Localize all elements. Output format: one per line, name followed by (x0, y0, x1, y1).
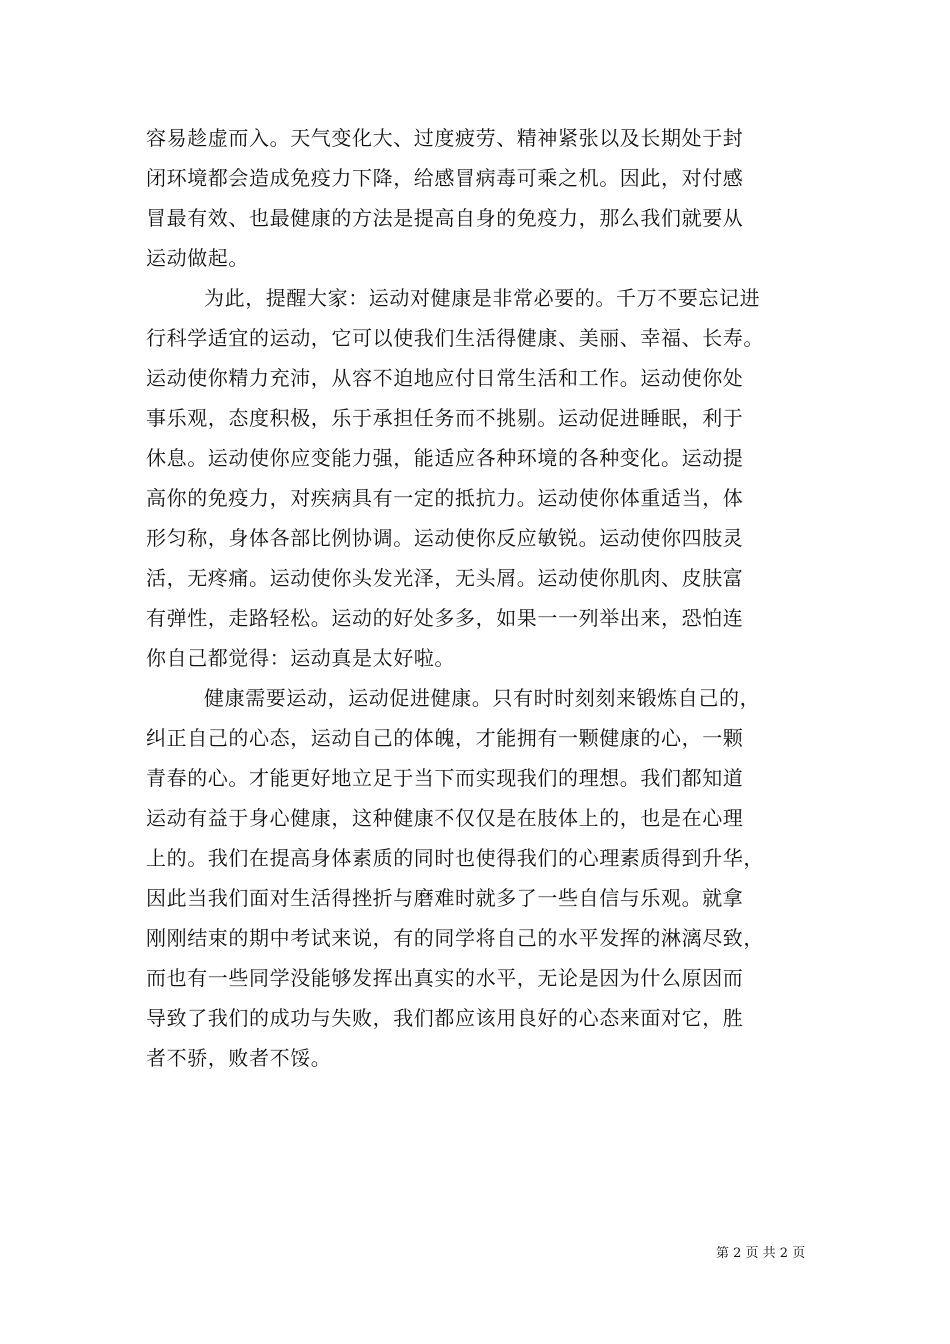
text-line: 高你的免疫力，对疾病具有一定的抵抗力。运动使你体重适当，体 (146, 486, 744, 510)
text-line: 上的。我们在提高身体素质的同时也使得我们的心理素质得到升华， (146, 846, 764, 870)
text-line: 事乐观，态度积极，乐于承担任务而不挑剔。运动促进睡眠，利于 (146, 406, 744, 430)
text-line: 健康需要运动，运动促进健康。只有时时刻刻来锻炼自己的， (204, 686, 761, 710)
paragraph-3 (146, 678, 814, 1078)
text-line: 者不骄，败者不馁。 (146, 1046, 332, 1070)
text-line: 运动做起。 (146, 246, 249, 270)
text-line: 导致了我们的成功与失败，我们都应该用良好的心态来面对它，胜 (146, 1006, 744, 1030)
text-line: 有弹性，走路轻松。运动的好处多多，如果一一列举出来，恐怕连 (146, 606, 744, 630)
text-line: 你自己都觉得：运动真是太好啦。 (146, 646, 455, 670)
paragraph-2 (146, 278, 814, 678)
text-line: 因此当我们面对生活得挫折与磨难时就多了一些自信与乐观。就拿 (146, 886, 744, 910)
text-line: 为此，提醒大家：运动对健康是非常必要的。千万不要忘记进 (204, 286, 761, 310)
text-line: 青春的心。才能更好地立足于当下而实现我们的理想。我们都知道 (146, 766, 744, 790)
text-line: 冒最有效、也最健康的方法是提高自身的免疫力，那么我们就要从 (146, 206, 744, 230)
text-line: 活，无疼痛。运动使你头发光泽，无头屑。运动使你肌肉、皮肤富 (146, 566, 744, 590)
text-line: 闭环境都会造成免疫力下降，给感冒病毒可乘之机。因此，对付感 (146, 166, 744, 190)
text-line: 刚刚结束的期中考试来说，有的同学将自己的水平发挥的淋漓尽致， (146, 926, 764, 950)
text-line: 运动有益于身心健康，这种健康不仅仅是在肢体上的，也是在心理 (146, 806, 744, 830)
text-line: 纠正自己的心态，运动自己的体魄，才能拥有一颗健康的心，一颗 (146, 726, 744, 750)
text-line: 行科学适宜的运动，它可以使我们生活得健康、美丽、幸福、长寿。 (146, 326, 764, 350)
text-line: 而也有一些同学没能够发挥出真实的水平，无论是因为什么原因而 (146, 966, 744, 990)
text-line: 形匀称，身体各部比例协调。运动使你反应敏锐。运动使你四肢灵 (146, 526, 744, 550)
text-line: 休息。运动使你应变能力强，能适应各种环境的各种变化。运动提 (146, 446, 744, 470)
text-line: 运动使你精力充沛，从容不迫地应付日常生活和工作。运动使你处 (146, 366, 744, 390)
paragraph-1 (146, 118, 814, 278)
text-line: 容易趁虚而入。天气变化大、过度疲劳、精神紧张以及长期处于封 (146, 126, 744, 150)
page-number-footer: 第 2 页 共 2 页 (716, 1246, 806, 1261)
document-body (146, 118, 814, 1078)
